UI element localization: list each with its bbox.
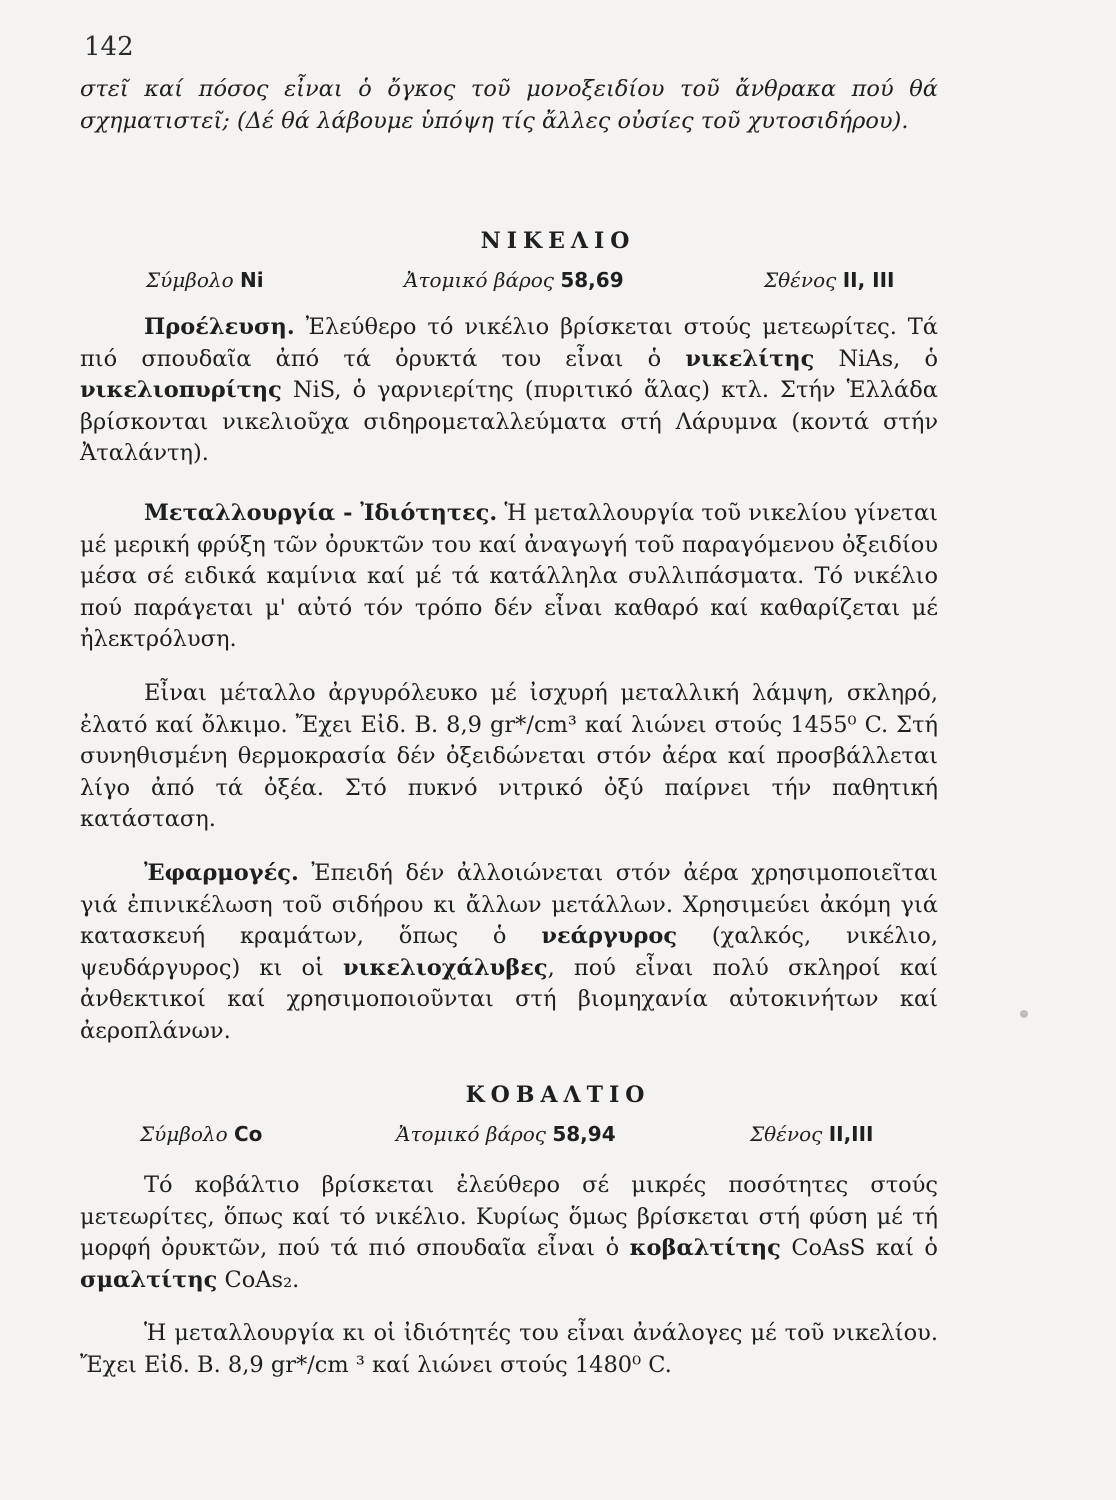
nickel-atomic-weight: Ἀτομικό βάρος 58,69 bbox=[404, 268, 624, 292]
nickel-symbol: Σύμβολο Ni bbox=[146, 268, 264, 292]
cobalt-info-row bbox=[0, 1122, 1116, 1152]
alloy-term: νικελιοχάλυβες bbox=[343, 954, 548, 981]
nickel-info-row bbox=[0, 268, 1116, 298]
nickel-valence: Σθένος II, III bbox=[764, 268, 895, 292]
nickel-heading: ΝΙΚΕΛΙΟ bbox=[480, 228, 636, 254]
page-number: 142 bbox=[84, 32, 134, 62]
mineral-term: κοβαλτίτης bbox=[629, 1235, 781, 1261]
cobalt-atomic-weight: Ἀτομικό βάρος 58,94 bbox=[396, 1122, 616, 1146]
cobalt-occurrence-paragraph: Τό κοβάλτιο βρίσκεται ἐλεύθερο σέ μικρές ποσότητες στούς μετεωρίτες, ὅπως καί τό νικέλιο. Κυρίως ὅμως βρίσκεται στή φύση μέ τή μορφή ὀρυκτῶν, πού τά πιό σπουδαῖα εἶναι ὁ κοβαλτίτης CoAsS καί ὁ σμαλτίτης CoAs₂. bbox=[80, 1172, 938, 1293]
metallurgy-title: Μεταλλουργία - Ἰδιότητες. bbox=[144, 500, 498, 526]
alloy-term: νεάργυρος bbox=[541, 923, 678, 949]
applications-title: Ἐφαρμογές. bbox=[144, 860, 299, 886]
origin-title: Προέλευση. bbox=[144, 314, 295, 340]
cobalt-heading: ΚΟΒΑΛΤΙΟ bbox=[465, 1082, 651, 1108]
nickel-metallurgy-paragraph: Μεταλλουργία - Ἰδιότητες. Ἡ μεταλλουργία τοῦ νικελίου γίνεται μέ μερική φρύξη τῶν ὀρυκτῶν του καί ἀναγωγή τοῦ παραγόμενου ὀξειδίου μέσα σέ ειδικά καμίνια καί μέ τά κατάλληλα συλλιπάσματα. Τό νικέλιο πού παράγεται μ' αὐτό τόν τρόπο δέν εἶναι καθαρό καί καθαρίζεται μέ ἠλεκτρόλυση. bbox=[80, 500, 938, 652]
ink-speck bbox=[1020, 1010, 1028, 1018]
intro-paragraph: στεῖ καί πόσος εἶναι ὁ ὄγκος τοῦ μονοξειδίου τοῦ ἄνθρακα πού θά σχηματιστεῖ; (Δέ θά λάβουμε ὑπόψη τίς ἄλλες οὐσίες τοῦ χυτοσιδήρου). bbox=[80, 76, 938, 134]
mineral-term: σμαλτίτης bbox=[80, 1266, 218, 1293]
cobalt-valence: Σθένος II,III bbox=[750, 1122, 874, 1146]
mineral-term: νικελίτης bbox=[685, 345, 815, 372]
mineral-term: νικελιοπυρίτης bbox=[80, 377, 282, 403]
nickel-applications-paragraph: Ἐφαρμογές. Ἐπειδή δέν ἀλλοιώνεται στόν ἀέρα χρησιμοποιεῖται γιά ἐπινικέλωση τοῦ σιδήρου κι ἄλλων μετάλλων. Χρησιμεύει ἀκόμη γιά κατασκευή κραμάτων, ὅπως ὁ νεάργυρος (χαλκός, νικέλιο, ψευδάργυρος) κι οἱ νικελιοχάλυβες, πού εἶναι πολύ σκληροί καί ἀνθεκτικοί καί χρησιμοποιοῦνται στή βιομηχανία αὐτοκινήτων καί ἀεροπλάνων. bbox=[80, 860, 938, 1044]
cobalt-properties-paragraph: Ἡ μεταλλουργία κι οἱ ἰδιότητές του εἶναι ἀνάλογες μέ τοῦ νικελίου. Ἔχει Εἰδ. Β. 8,9 gr*/cm ³ καί λιώνει στούς 1480⁰ C. bbox=[80, 1320, 938, 1378]
nickel-origin-paragraph: Προέλευση. Ἐλεύθερο τό νικέλιο βρίσκεται στούς μετεωρίτες. Τά πιό σπουδαῖα ἀπό τά ὀρυκτά του εἶναι ὁ νικελίτης NiAs, ὁ νικελιοπυρίτης NiS, ὁ γαρνιερίτης (πυριτικό ἅλας) κτλ. Στήν Ἑλλάδα βρίσκονται νικελιοῦχα σιδηρομεταλλεύματα στή Λάρυμνα (κοντά στήν Ἀταλάντη). bbox=[80, 314, 939, 466]
cobalt-symbol: Σύμβολο Co bbox=[140, 1122, 263, 1146]
nickel-properties-paragraph: Εἶναι μέταλλο ἀργυρόλευκο μέ ἰσχυρή μεταλλική λάμψη, σκληρό, ἐλατό καί ὄλκιμο. Ἔχει Εἰδ. Β. 8,9 gr*/cm³ καί λιώνει στούς 1455⁰ C. Στή συνηθισμένη θερμοκρασία δέν ὀξειδώνεται στόν ἀέρα καί προσβάλλεται λίγο ἀπό τά ὀξέα. Στό πυκνό νιτρικό ὀξύ παίρνει τήν παθητική κατάσταση. bbox=[80, 680, 938, 832]
